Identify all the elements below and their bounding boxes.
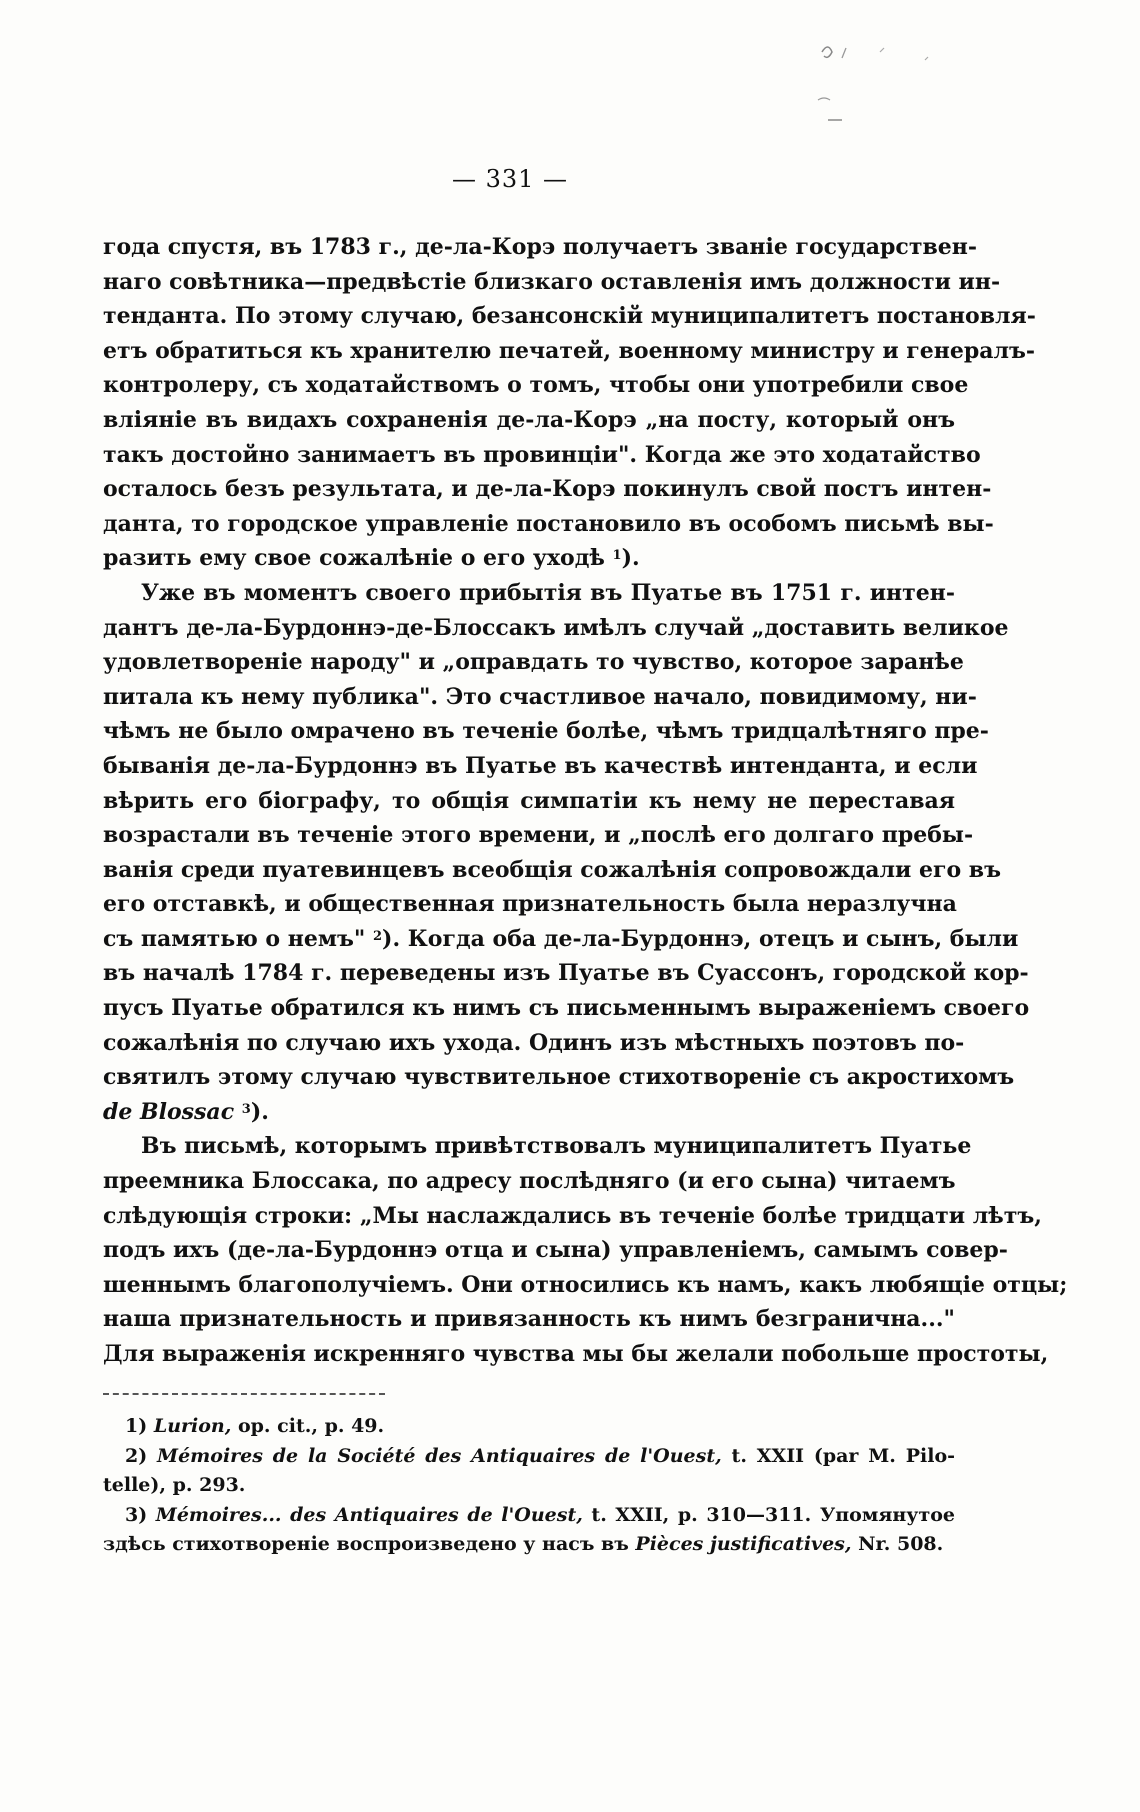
text-line <box>103 541 955 576</box>
text-line: слѣдующія строки: „Мы наслаждались въ теченіе болѣе тридцати лѣтъ, <box>103 1202 1042 1229</box>
text-line: святилъ этому случаю чувствительное стихотвореніе съ акростихомъ <box>103 1064 1015 1091</box>
text-line: чѣмъ не было омрачено въ теченіе болѣе, чѣмъ тридцалѣтняго пре- <box>103 718 989 745</box>
text-line: возрастали въ теченіе этого времени, и „послѣ его долгаго пребы- <box>103 822 974 849</box>
footnote-ref: 1 <box>612 548 622 564</box>
footnote-number: 2) <box>125 1444 148 1467</box>
footnote-text: здѣсь стихотвореніе воспроизведено у насъ въ <box>103 1533 636 1555</box>
text-line: ванія среди пуатевинцевъ всеобщія сожалѣнія сопровождали его въ <box>103 856 1001 883</box>
footnote-source: Mémoires de la Société des Antiquaires de l'Ouest, <box>157 1444 722 1467</box>
footnote-3-cont <box>103 1530 955 1560</box>
text-line: шеннымъ благополучіемъ. Они относились къ намъ, какъ любящіе отцы; <box>103 1271 1068 1298</box>
italic-name: de Blossac <box>103 1098 235 1125</box>
footnote-text: Nr. 508. <box>851 1533 944 1555</box>
text-line <box>103 1095 955 1130</box>
text-line: въ началѣ 1784 г. переведены изъ Пуатье въ Суассонъ, городской кор- <box>103 960 1029 987</box>
text-line: Для выраженія искренняго чувства мы бы желали побольше простоты, <box>103 1341 1049 1367</box>
text-line: осталось безъ результата, и де-ла-Корэ покинулъ свой постъ интен- <box>103 476 992 503</box>
footnote-source: Mémoires... des Antiquaires de l'Ouest, <box>155 1503 583 1526</box>
text-fragment: разить ему свое сожалѣніе о его уходѣ <box>103 545 605 572</box>
footnote-source: Lurion, <box>153 1415 232 1437</box>
footnote-text: t. XXII (par M. Pilo- <box>721 1444 956 1467</box>
text-line: преемника Блоссака, по адресу послѣдняго (и его сына) читаемъ <box>103 1168 956 1195</box>
text-line: наша признательность и привязанность къ нимъ безгранична..." <box>103 1306 955 1333</box>
text-line: етъ обратиться къ хранителю печатей, военному министру и генералъ- <box>103 337 1036 364</box>
text-line: дантъ де-ла-Бурдоннэ-де-Блоссакъ имѣлъ случай „доставить великое <box>103 614 1009 641</box>
footnote-2-cont: telle), p. 293. <box>103 1474 246 1496</box>
text-fragment: ). <box>621 545 640 572</box>
text-line: Уже въ моментъ своего прибытія въ Пуатье въ 1751 г. интен- <box>141 579 955 606</box>
text-fragment: ). Когда оба де-ла-Бурдоннэ, отецъ и сынъ, были <box>382 925 1019 952</box>
footnote-3 <box>103 1501 955 1531</box>
text-line: быванія де-ла-Бурдоннэ въ Пуатье въ качествѣ интенданта, и если <box>103 752 978 779</box>
text-line: вліяніе въ видахъ сохраненія де-ла-Корэ „на посту, который онъ <box>103 406 955 433</box>
footnote-number: 3) <box>125 1503 148 1526</box>
text-line: наго совѣтника—предвѣстіе близкаго оставленія имъ должности ин- <box>103 268 1001 295</box>
text-line: такъ достойно занимаетъ въ провинціи". Когда же это ходатайство <box>103 441 981 468</box>
text-line: сожалѣнія по случаю ихъ ухода. Одинъ изъ мѣстныхъ поэтовъ по- <box>103 1029 965 1056</box>
page-number: — 331 — <box>451 165 569 193</box>
footnote-1 <box>103 1412 955 1442</box>
main-text <box>103 230 1068 1372</box>
text-line: вѣрить его біографу, то общія симпатіи къ нему не переставая <box>103 787 955 814</box>
text-fragment: ). <box>250 1098 269 1125</box>
text-line: данта, то городское управленіе постановило въ особомъ письмѣ вы- <box>103 510 994 537</box>
text-line: удовлетвореніе народу" и „оправдать то чувство, которое заранѣе <box>103 649 964 676</box>
footnote-2 <box>103 1442 955 1472</box>
text-line: подъ ихъ (де-ла-Бурдоннэ отца и сына) управленіемъ, самымъ совер- <box>103 1237 1008 1264</box>
text-line: контролеру, съ ходатайствомъ о томъ, чтобы они употребили свое <box>103 372 969 399</box>
text-line: пусъ Пуатье обратился къ нимъ съ письменнымъ выраженіемъ своего <box>103 995 1030 1022</box>
text-line <box>103 922 1019 957</box>
footnote-ref: 3 <box>241 1101 251 1117</box>
text-line: его отставкѣ, и общественная признательность была неразлучна <box>103 891 957 918</box>
footnote-source: Pièces justificatives, <box>635 1533 852 1555</box>
text-fragment: съ памятью о немъ" <box>103 925 366 952</box>
footnote-text: t. XXII, p. 310—311. Упомянутое <box>582 1503 955 1526</box>
text-line: года спустя, въ 1783 г., де-ла-Корэ получаетъ званіе государствен- <box>103 234 977 260</box>
footnote-ref: 2 <box>373 928 383 944</box>
text-line: Въ письмѣ, которымъ привѣтствовалъ муниципалитетъ Пуатье <box>141 1133 972 1160</box>
text-line: питала къ нему публика". Это счастливое начало, повидимому, ни- <box>103 683 977 710</box>
text-line: тенданта. По этому случаю, безансонскій муниципалитетъ постановля- <box>103 303 1036 330</box>
footnotes <box>103 1412 955 1560</box>
footnote-text: op. cit., p. 49. <box>231 1415 385 1437</box>
footnote-number: 1) <box>125 1415 148 1437</box>
footnote-divider <box>103 1393 385 1395</box>
pencil-marks <box>820 40 990 130</box>
